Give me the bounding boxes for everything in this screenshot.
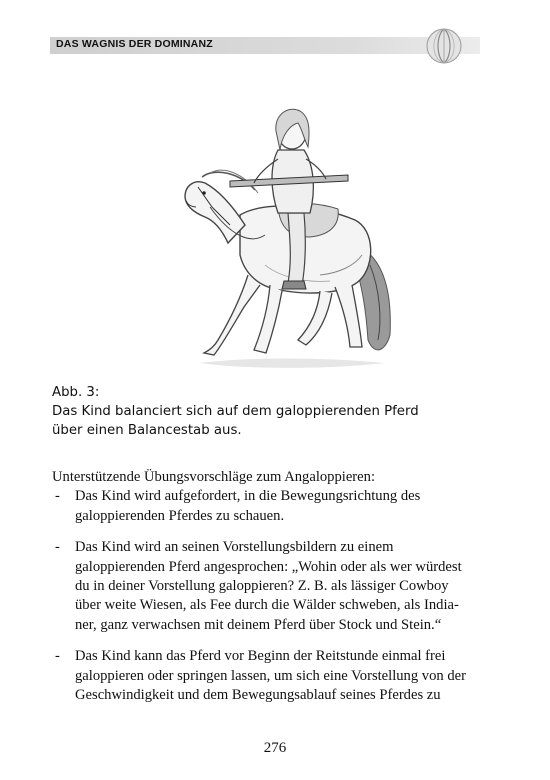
running-header-title: DAS WAGNIS DER DOMINANZ: [56, 38, 213, 50]
list-item: [52, 538, 472, 635]
child-riding-horse-illustration: [170, 95, 400, 385]
caption-line: Das Kind balanciert sich auf dem galoppierenden Pferd: [52, 404, 419, 419]
publisher-logo-icon: [422, 27, 466, 65]
body-text: [52, 468, 472, 705]
list-item-line: galoppierenden Pferd angesprochen: „Wohin oder als wer würdest: [75, 558, 462, 575]
list-item-line: Geschwindigkeit und dem Bewegungsablauf seines Pferdes zu: [75, 687, 441, 704]
caption-label: Abb. 3:: [52, 385, 100, 400]
list-item-line: Das Kind kann das Pferd vor Beginn der Reitstunde einmal frei: [75, 648, 446, 665]
figure-caption: [52, 383, 472, 440]
list-item-line: du in deiner Vorstellung galoppieren? Z. B. als lässiger Cowboy: [75, 578, 449, 595]
intro-sentence: Unterstützende Übungsvorschläge zum Angaloppieren:: [52, 469, 376, 485]
list-item-line: Das Kind wird aufgefordert, in die Bewegungsrichtung des: [75, 488, 421, 505]
list-item: [52, 487, 472, 526]
list-item-line: ner, ganz verwachsen mit deinem Pferd über Stock und Stein.“: [75, 616, 442, 633]
list-item-line: Das Kind wird an seinen Vorstellungsbildern zu einem: [75, 539, 394, 556]
list-dash: -: [55, 648, 60, 665]
list-item-line: galoppierenden Pferdes zu schauen.: [75, 507, 285, 524]
list-dash: -: [55, 488, 60, 505]
caption-line: über einen Balancestab aus.: [52, 423, 242, 438]
page-number: 276: [263, 740, 287, 756]
running-header: [50, 37, 480, 54]
list-item: [52, 647, 472, 705]
list-item-line: über weite Wiesen, als Fee durch die Wälder schweben, als Indiа-: [75, 597, 459, 614]
list-item-line: galoppieren oder springen lassen, um sich eine Vorstellung von der: [75, 667, 466, 684]
list-dash: -: [55, 539, 60, 556]
